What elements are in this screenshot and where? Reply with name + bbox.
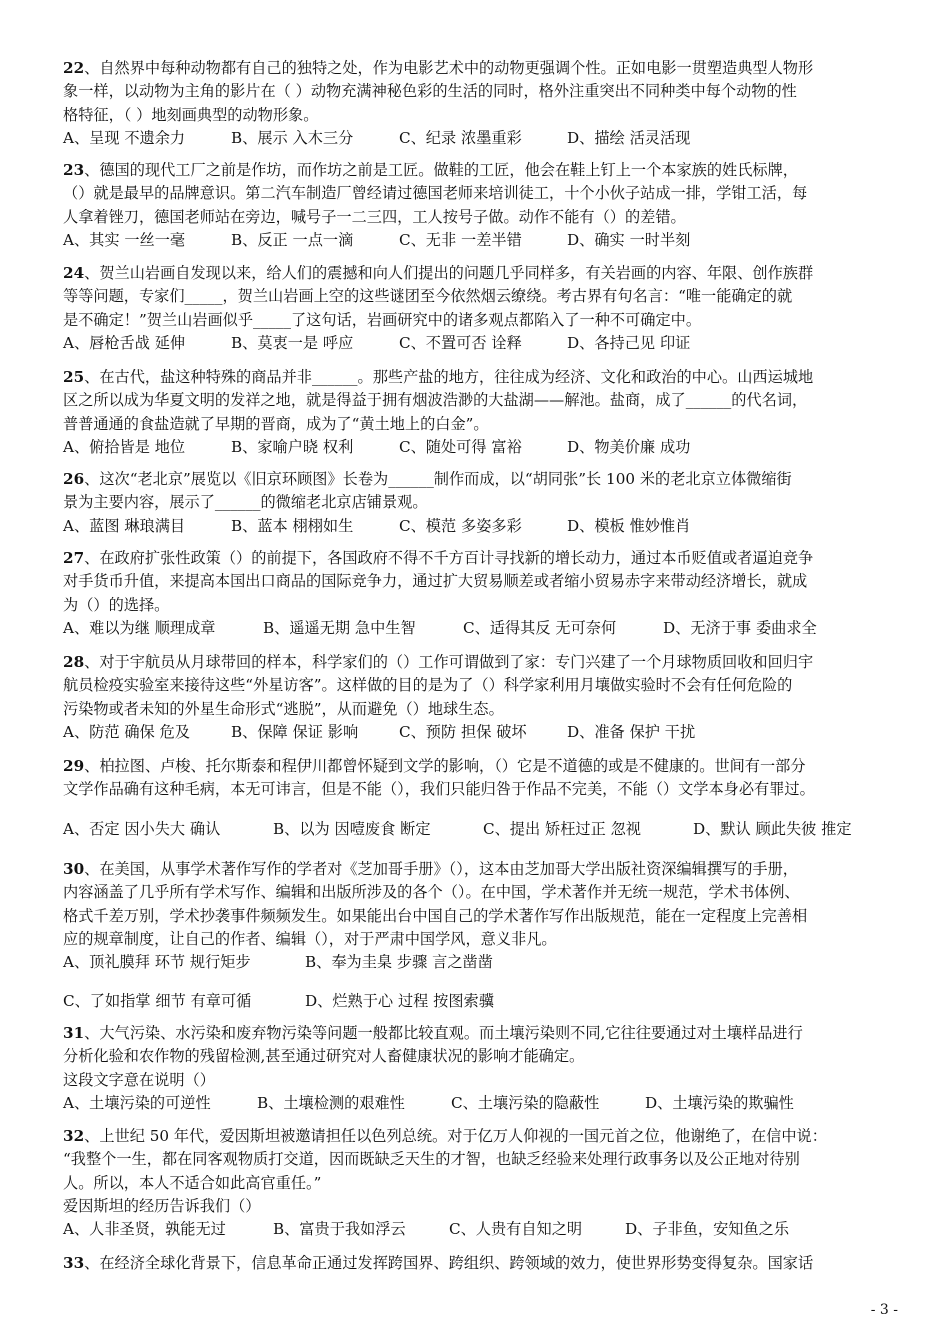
option-b: B、土壤检测的艰难性 (257, 1093, 405, 1112)
option-b: B、遥遥无期 急中生智 (263, 618, 416, 637)
question-text-line: 航员检疫实验室来接待这些“外星访客”。这样做的目的是为了（）科学家利用月壤做实验时不会有任何危险的 (63, 676, 793, 695)
option-b: B、富贵于我如浮云 (273, 1220, 406, 1239)
question-text-line: 26、这次“老北京”展览以《旧京环顾图》长卷为______制作而成，以“胡同张”长 100 米的老北京立体微缩街 (63, 470, 792, 488)
options-row (63, 951, 893, 974)
option-c: C、土壤污染的隐蔽性 (451, 1093, 600, 1112)
question-text-line: 为（）的选择。 (63, 595, 170, 614)
option-d: D、默认 顾此失彼 推定 (693, 819, 852, 838)
options-row (63, 436, 893, 459)
options-row-2 (63, 990, 893, 1013)
question-text-line: 对手货币升值，来提高本国出口商品的国际竞争力，通过扩大贸易顺差或者缩小贸易赤字来带动经济增长，就成 (63, 572, 808, 591)
option-a: A、人非圣贤，孰能无过 (63, 1220, 226, 1239)
option-a: A、唇枪舌战 延伸 (63, 333, 186, 352)
option-a: A、否定 因小失大 确认 (63, 819, 221, 838)
question-text-line: 33、在经济全球化背景下，信息革命正通过发挥跨国界、跨组织、跨领域的效力，使世界形势变得复杂。国家话 (63, 1254, 814, 1272)
question-text-line: 28、对于宇航员从月球带回的样本，科学家们的（）工作可谓做到了家：专门兴建了一个月球物质回收和回归宇 (63, 653, 814, 671)
question-text-line: 普普通通的食盐造就了早期的晋商，成为了“黄土地上的白金”。 (63, 414, 489, 433)
question-number: 33 (63, 1254, 85, 1272)
question-text-line: 景为主要内容，展示了______的微缩老北京店铺景观。 (63, 493, 428, 512)
question-text-line: 31、大气污染、水污染和废弃物污染等问题一般都比较直观。而土壤污染则不同,它往往要通过对土壤样品进行 (63, 1024, 803, 1042)
option-a: A、呈现 不遗余力 (63, 128, 186, 147)
option-c: C、无非 一差半错 (399, 230, 522, 249)
question-23 (63, 159, 893, 252)
options-row (63, 818, 893, 841)
question-text-line: （）就是最早的品牌意识。第二汽车制造厂曾经请过德国老师来培训徒工，十个小伙子站成一排，学钳工活，每 (63, 184, 808, 203)
option-d: D、描绘 活灵活现 (567, 128, 691, 147)
question-text-line: 格式千差万别，学术抄袭事件频频发生。如果能出台中国自己的学术著作写作出版规范，能在一定程度上完善相 (63, 906, 808, 925)
option-d: D、模板 惟妙惟肖 (567, 516, 691, 535)
option-b: B、保障 保证 影响 (231, 722, 359, 741)
option-a: A、俯拾皆是 地位 (63, 437, 186, 456)
question-text-line: 内容涵盖了几乎所有学术写作、编辑和出版所涉及的各个（）。在中国，学术著作并无统一规范，学术书体例、 (63, 883, 800, 902)
question-text-line: 这段文字意在说明（） (63, 1070, 215, 1089)
option-b: B、展示 入木三分 (231, 128, 354, 147)
option-d: D、烂熟于心 过程 按图索骥 (305, 992, 494, 1011)
option-d: D、无济于事 委曲求全 (663, 618, 817, 637)
options-row (63, 1218, 893, 1241)
option-c: C、人贵有自知之明 (449, 1220, 583, 1239)
options-row (63, 1092, 893, 1115)
question-text-line: 22、自然界中每种动物都有自己的独特之处，作为电影艺术中的动物更强调个性。正如电影一贯塑造典型人物形 (63, 59, 814, 77)
question-number: 23 (63, 161, 85, 179)
question-text-line: 应的规章制度，让自己的作者、编辑（），对于严肃中国学风，意义非凡。 (63, 929, 557, 948)
question-text-line: 污染物或者未知的外星生命形式“逃脱”，从而避免（）地球生态。 (63, 699, 504, 718)
question-24 (63, 262, 893, 355)
option-b: B、家喻户晓 权利 (231, 437, 354, 456)
option-d: D、物美价廉 成功 (567, 437, 691, 456)
options-row (63, 515, 893, 538)
question-31 (63, 1022, 893, 1115)
question-33 (63, 1252, 893, 1275)
question-number: 31 (63, 1024, 85, 1042)
question-text-line: 象一样，以动物为主角的影片在（ ）动物充满神秘色彩的生活的同时，格外注重突出不同种类中每个动物的性 (63, 82, 797, 101)
options-row (63, 127, 893, 150)
option-a: A、难以为继 顺理成章 (63, 618, 216, 637)
option-c: C、不置可否 诠释 (399, 333, 522, 352)
question-text-line: 25、在古代，盐这种特殊的商品并非______。那些产盐的地方，往往成为经济、文化和政治的中心。山西运城地 (63, 368, 814, 386)
question-text-line: 格特征，（ ）地刻画典型的动物形象。 (63, 105, 319, 124)
option-c: C、模范 多姿多彩 (399, 516, 522, 535)
options-row (63, 617, 893, 640)
question-26 (63, 468, 893, 538)
question-text-line: 分析化验和农作物的残留检测,甚至通过研究对人畜健康状况的影响才能确定。 (63, 1047, 585, 1066)
question-number: 26 (63, 470, 85, 488)
question-32 (63, 1125, 893, 1241)
question-text-line: 是不确定！”贺兰山岩画似乎_____了这句话，岩画研究中的诸多观点都陷入了一种不可确定中。 (63, 310, 702, 329)
option-c: C、了如指掌 细节 有章可循 (63, 992, 252, 1011)
question-text-line: 等等问题，专家们_____，贺兰山岩画上空的这些谜团至今依然烟云缭绕。考古界有句名言：“唯一能确定的就 (63, 287, 793, 306)
option-a: A、防范 确保 危及 (63, 722, 190, 741)
option-d: D、各持己见 印证 (567, 333, 691, 352)
option-a: A、其实 一丝一毫 (63, 230, 186, 249)
question-text-line: 区之所以成为华夏文明的发祥之地，就是得益于拥有烟波浩渺的大盐湖——解池。盐商，成了______的代名词， (63, 391, 808, 410)
question-number: 30 (63, 860, 85, 878)
option-b: B、蓝本 栩栩如生 (231, 516, 354, 535)
options-row (63, 229, 893, 252)
question-text-line: 24、贺兰山岩画自发现以来，给人们的震撼和向人们提出的问题几乎同样多，有关岩画的内容、年限、创作族群 (63, 264, 814, 282)
question-28 (63, 651, 893, 744)
option-c: C、预防 担保 破坏 (399, 722, 527, 741)
question-number: 28 (63, 653, 85, 671)
option-c: C、随处可得 富裕 (399, 437, 522, 456)
question-22 (63, 57, 893, 150)
question-text-line: 32、上世纪 50 年代，爱因斯坦被邀请担任以色列总统。对于亿万人仰视的一国元首之位，他谢绝了，在信中说： (63, 1127, 827, 1145)
option-b: B、反正 一点一滴 (231, 230, 354, 249)
page-number: - 3 - (870, 1302, 898, 1318)
option-d: D、子非鱼，安知鱼之乐 (625, 1220, 790, 1239)
question-text-line: “我整个一生，都在同客观物质打交道，因而既缺乏天生的才智，也缺乏经验来处理行政事务以及公正地对待别 (63, 1150, 800, 1169)
option-a: A、顶礼膜拜 环节 规行矩步 (63, 953, 251, 972)
question-text-line: 29、柏拉图、卢梭、托尔斯泰和程伊川都曾怀疑到文学的影响，（）它是不道德的或是不健康的。世间有一部分 (63, 757, 806, 775)
question-text-line: 27、在政府扩张性政策（）的前提下，各国政府不得不千方百计寻找新的增长动力，通过本币贬值或者逼迫竞争 (63, 549, 814, 567)
option-a: A、蓝图 琳琅满目 (63, 516, 186, 535)
question-25 (63, 366, 893, 459)
question-27 (63, 547, 893, 640)
question-number: 32 (63, 1127, 85, 1145)
question-text-line: 人拿着锉刀，德国老师站在旁边，喊号子一二三四，工人按号子做。动作不能有（）的差错。 (63, 207, 686, 226)
option-d: D、准备 保护 干扰 (567, 722, 696, 741)
option-b: B、莫衷一是 呼应 (231, 333, 354, 352)
question-number: 22 (63, 59, 85, 77)
question-text-line: 23、德国的现代工厂之前是作坊，而作坊之前是工匠。做鞋的工匠，他会在鞋上钉上一个本家族的姓氏标牌， (63, 161, 798, 179)
option-a: A、土壤污染的可逆性 (63, 1093, 211, 1112)
option-c: C、纪录 浓墨重彩 (399, 128, 522, 147)
question-text-line: 爱因斯坦的经历告诉我们（） (63, 1196, 261, 1215)
question-29 (63, 755, 893, 841)
option-d: D、土壤污染的欺骗性 (645, 1093, 794, 1112)
question-30 (63, 858, 893, 1014)
option-c: C、适得其反 无可奈何 (463, 618, 617, 637)
question-text-line: 30、在美国，从事学术著作写作的学者对《芝加哥手册》（），这本由芝加哥大学出版社资深编辑撰写的手册， (63, 860, 798, 878)
question-number: 27 (63, 549, 85, 567)
option-d: D、确实 一时半刻 (567, 230, 691, 249)
question-number: 25 (63, 368, 85, 386)
question-number: 24 (63, 264, 85, 282)
question-text-line: 文学作品确有这种毛病，本无可讳言，但是不能（），我们只能归咎于作品不完美，不能（）文学本身必有罪过。 (63, 780, 815, 799)
question-text-line: 人。所以，本人不适合如此高官重任。” (63, 1173, 322, 1192)
option-c: C、提出 矫枉过正 忽视 (483, 819, 641, 838)
option-b: B、以为 因噎废食 断定 (273, 819, 431, 838)
options-row (63, 721, 893, 744)
question-number: 29 (63, 757, 85, 775)
option-b: B、奉为圭臬 步骤 言之凿凿 (305, 953, 493, 972)
options-row (63, 332, 893, 355)
